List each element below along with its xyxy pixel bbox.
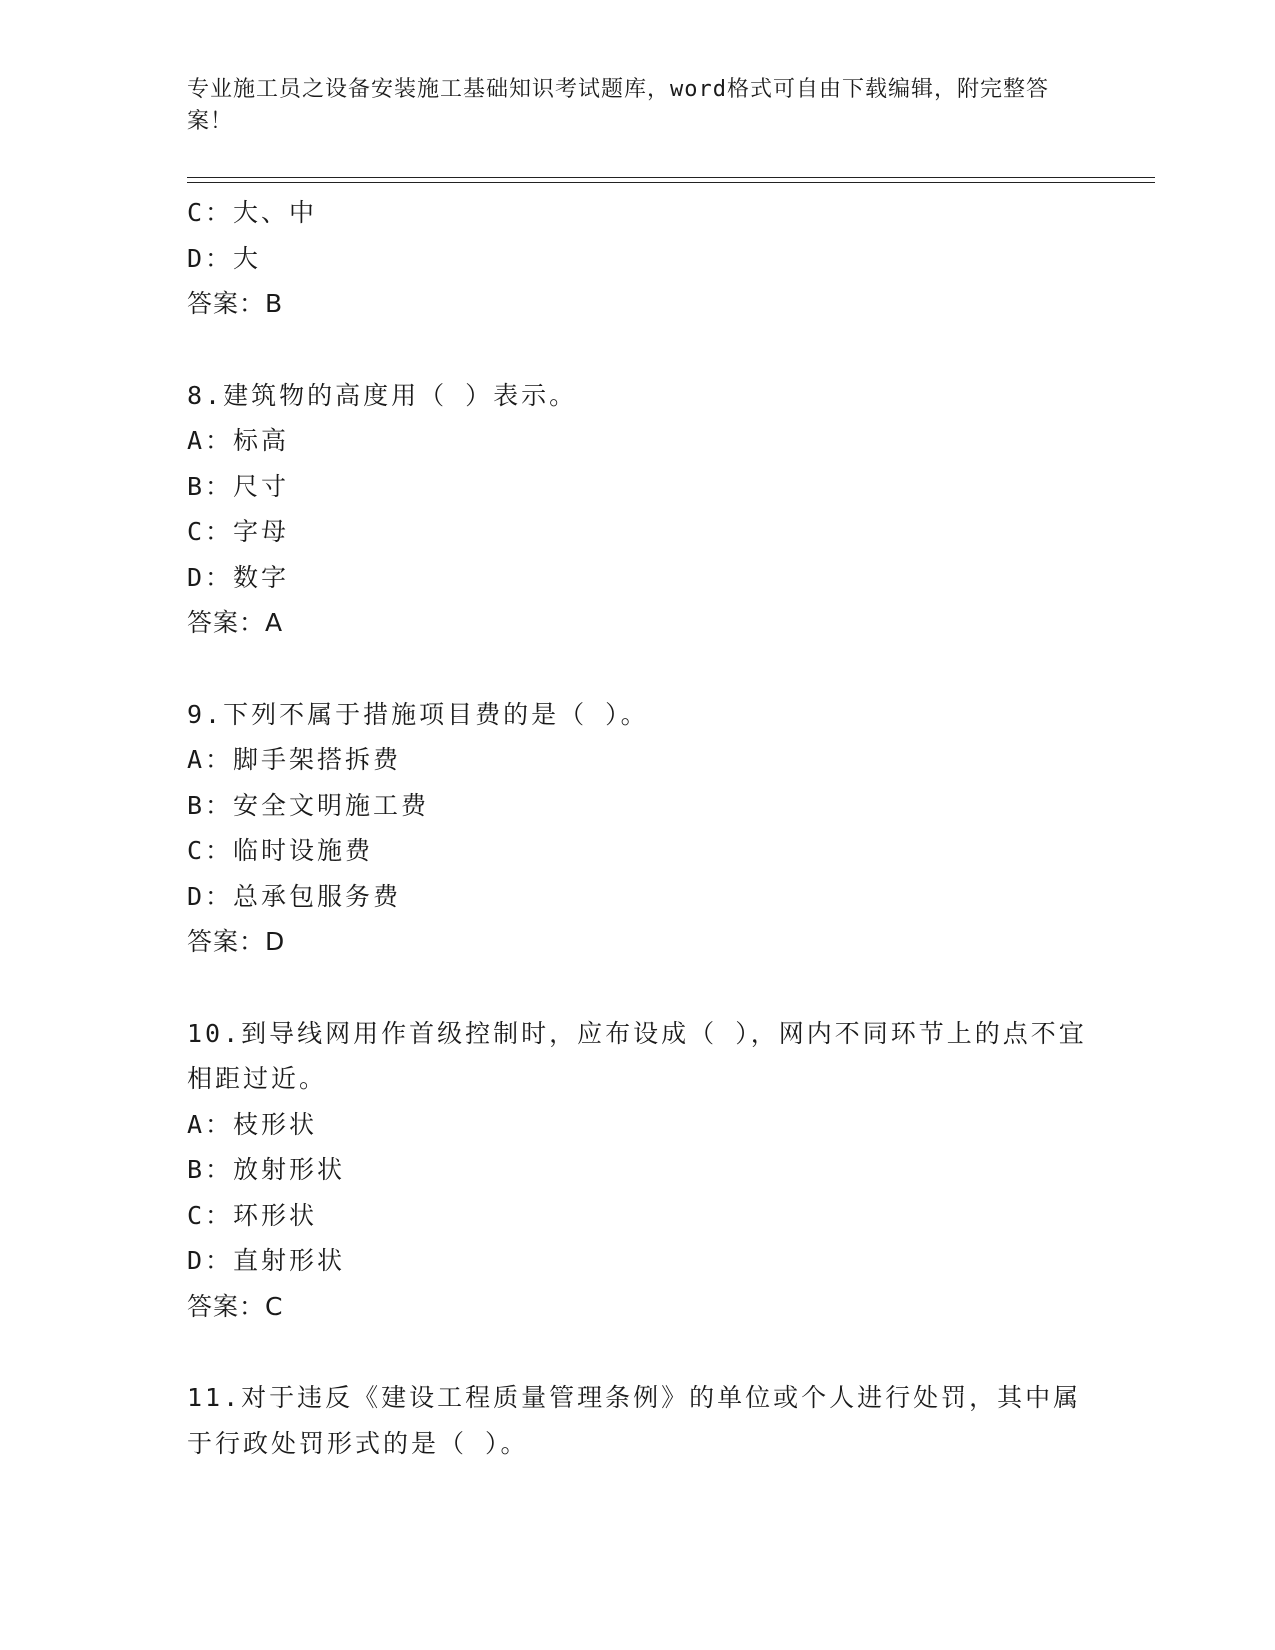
- option-b: B：安全文明施工费: [187, 790, 430, 820]
- option-d: D：直射形状: [187, 1246, 346, 1275]
- document-header: 专业施工员之设备安装施工基础知识考试题库，word格式可自由下载编辑，附完整答案！: [187, 77, 1049, 134]
- answer-line: 答案：B: [187, 289, 284, 318]
- spacer: [187, 1329, 1087, 1375]
- question-stem: 11.对于违反《建设工程质量管理条例》的单位或个人进行处罚，其中属于行政处罚形式的是（ ）。: [187, 1383, 1082, 1458]
- option-c: C：大、中: [187, 198, 318, 227]
- spacer: [187, 965, 1087, 1011]
- option-a: A：枝形状: [187, 1109, 318, 1139]
- question-fragment: [187, 190, 1087, 327]
- question-9: [187, 692, 1087, 965]
- option-d: D：数字: [187, 562, 290, 592]
- header-divider-bottom: [187, 182, 1155, 183]
- question-stem: 9.下列不属于措施项目费的是（ ）。: [187, 699, 649, 729]
- question-11: [187, 1375, 1087, 1466]
- option-c: C：环形状: [187, 1200, 318, 1230]
- option-d: D：大: [187, 243, 262, 273]
- question-stem: 10.到导线网用作首级控制时，应布设成（ ），网内不同环节上的点不宜相距过近。: [187, 1018, 1087, 1093]
- option-b: B：尺寸: [187, 471, 290, 501]
- option-a: A：脚手架搭拆费: [187, 745, 402, 774]
- question-8: [187, 373, 1087, 646]
- option-a: A：标高: [187, 426, 290, 455]
- option-d: D：总承包服务费: [187, 881, 402, 911]
- header-divider-top: [187, 177, 1155, 178]
- question-stem: 8.建筑物的高度用（ ）表示。: [187, 380, 578, 410]
- answer-line: 答案：D: [187, 927, 286, 956]
- option-b: B：放射形状: [187, 1155, 346, 1184]
- answer-line: 答案：A: [187, 608, 284, 637]
- spacer: [187, 646, 1087, 692]
- answer-line: 答案：C: [187, 1291, 284, 1321]
- question-list: [187, 190, 1087, 1466]
- option-c: C：临时设施费: [187, 836, 374, 865]
- option-c: C：字母: [187, 517, 290, 546]
- question-10: [187, 1011, 1087, 1330]
- spacer: [187, 327, 1087, 373]
